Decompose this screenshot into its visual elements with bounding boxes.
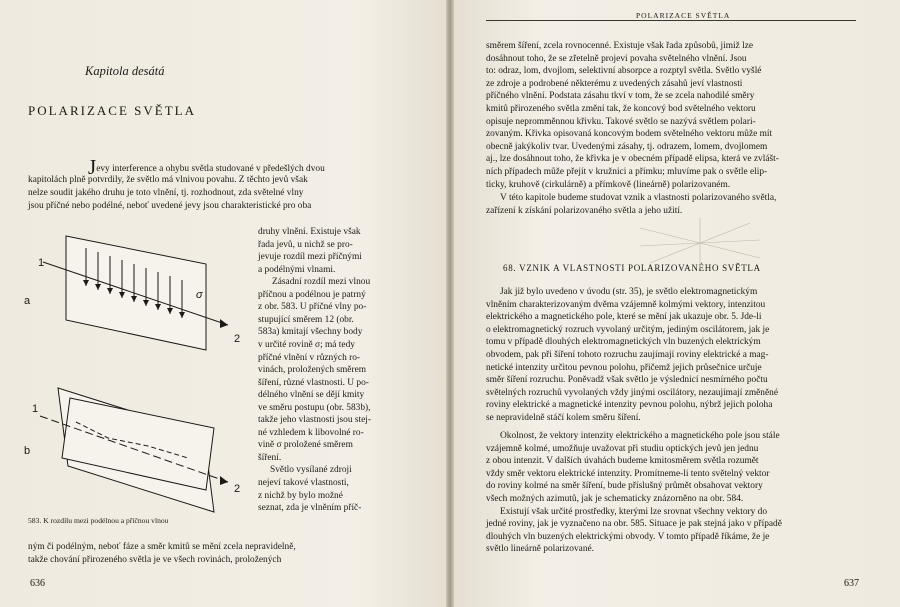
text-line: opisuje nepromměnnou křivku. Takové světlo se nazývá světlem polari- [486, 116, 756, 127]
text-line: příčné vlnění v různých ro- [258, 352, 361, 363]
text-line: Světlo vysílané zdroji [270, 465, 352, 476]
text-line: délného vlnění se dějí kmity [258, 390, 365, 401]
text-line: dlouhých vln buzených elektrickými obvody. V tomto případě říkáme, že je [486, 531, 770, 542]
para1-line: nelze soudit jakého druhu je toto vlnění, tj. rozhodnout, zda světelné vlny [28, 188, 304, 198]
text-line: roviny elektrické a magnetické intenzity pevnou polohu, nýbrž jejich poloha [486, 400, 773, 411]
text-line: světlo lineárně polarizované. [486, 544, 595, 555]
text-line: z obou intenzit. V dalších úvahách budeme kmitosměrem světla rozumět [486, 456, 759, 467]
para1-line: Jevy interference a ohybu světla studované v předešlých dvou [88, 155, 325, 179]
text-line: zařízení k získání polarizovaného světla a jeho užití. [486, 205, 683, 216]
closing-line: ným či podélným, neboť fáze a směr kmitů se mění zcela nepravidelně, [28, 542, 296, 552]
text-line: vždy směr vektoru elektrické intenzity. Promítneme-li tento světelný vektor [486, 468, 770, 479]
text-line: směrem šíření, zcela rovnocenné. Existuje však řada způsobů, jimiž lze [486, 41, 754, 51]
text-line: šíření. [258, 452, 282, 463]
text-line: aj., lze dosáhnout toho, že křivka je v obecném případě elipsa, která ve zvlášt- [486, 154, 779, 165]
text-line: příčnou a podélnou je patrný [258, 289, 366, 300]
figure-a-transverse [24, 236, 240, 350]
page-number-left: 636 [30, 578, 45, 589]
text-line: obecně jakýkoliv tvar. Uvedenými zásahy, tj. odrazem, lomem, dvojlomem [486, 141, 768, 152]
figure-b-longitudinal [24, 388, 240, 512]
text-line: se nepravidelně stáčí kolem směru šíření. [486, 413, 641, 423]
text-line: ních případech může přejít v kružnici a přímku; mluvíme pak o světle elip- [486, 167, 768, 177]
text-line: o elektromagnetický rozruch vyvolaný určitým, jediným oscilátorem, jak je [486, 324, 770, 335]
text-line: elektrického a magnetického pole, které se mění jak ukazuje obr. 5. Jde-li [486, 312, 762, 323]
text-line: nejeví takové vlastnosti, [258, 478, 349, 488]
text-line: takže jeho vlastnosti jsou stej- [258, 415, 371, 426]
text-line: řada jevů, u nichž se pro- [258, 239, 353, 250]
text-line: V této kapitole budeme studovat vznik a vlastnosti polarizovaného světla, [500, 193, 777, 203]
label-b: b [24, 445, 31, 457]
label-2-b: 2 [234, 483, 241, 495]
dropcap: J [88, 155, 97, 179]
text-line: z nichž by bylo možné [258, 490, 343, 501]
text-line: a podélnými vlnami. [258, 264, 336, 275]
label-2-a: 2 [234, 333, 241, 345]
chapter-title: POLARIZACE SVĚTLA [28, 103, 196, 118]
book-gutter [446, 0, 454, 607]
text-line: to: odraz, lom, dvojlom, selektivní absorpce a rozptyl světla. Světlo vyšlé [486, 66, 762, 77]
text-line: stupující směrem 12 (obr. [258, 314, 354, 325]
text-line: vlněním charakterizovaným dvěma vzájemně kolmými vektory, intenzitou [486, 299, 766, 310]
label-1-a: 1 [38, 257, 45, 269]
right-page [450, 0, 900, 607]
text-line: né vzhledem k libovolné ro- [258, 427, 364, 438]
text-line: zovaným. Křivka opisovaná koncovým bodem světelného vektoru může mít [486, 129, 773, 140]
running-head: POLARIZACE SVĚTLA [636, 11, 731, 20]
closing-line: takže chování přirozeného světla je ve všech rovinách, proložených [28, 555, 282, 565]
text-line: vině σ proložené směrem [258, 440, 353, 451]
text-line: šíření, různé vlastnosti. U po- [258, 377, 369, 388]
text-line: druhy vlnění. Existuje však [258, 227, 361, 237]
show-through-starburst [640, 218, 760, 268]
text-line: vzájemně kolmé, umožňuje uvažovat při studiu optických jevů jen jednu [486, 443, 759, 454]
text-line: netické intenzity určitou pevnou polohu, přičemž jejich průsečnice určuje [486, 362, 762, 373]
label-a: a [24, 295, 31, 307]
para1-line: kapitolách plně potvrdily, že světlo má vlnivou povahu. Z těchto jevů však [28, 175, 308, 185]
text-line: všech možných azimutů, jak je schematicky znázorněno na obr. 584. [486, 494, 744, 504]
text-line: dosáhnout toho, že se zřetelně projeví povaha světelného vlnění. Jsou [486, 53, 747, 64]
text-line: v určité rovině σ; má tedy [258, 339, 355, 350]
label-sigma: σ [196, 289, 203, 301]
text-line: Existují však určité prostředky, kterými lze srovnat všechny vektory do [500, 506, 768, 517]
text-line: ve směru postupu (obr. 583b), [258, 402, 371, 413]
label-1-b: 1 [32, 403, 39, 415]
text-line: Okolnost, že vektory intenzity elektrického a magnetického pole jsou stále [500, 431, 780, 441]
text-line: ze zdroje a podrobené některému z uvedených zásahů jeví vlastnosti [486, 78, 743, 89]
para1-line: jsou příčné nebo podélné, neboť uvedené jevy jsou charakteristické pro oba [28, 201, 312, 211]
text-line: do roviny kolmé na směr šíření, bude příslušný průmět obsahovat vektory [486, 481, 763, 492]
page-number-right: 637 [844, 578, 859, 589]
figure-caption: 583. K rozdílu mezi podélnou a příčnou vlnou [28, 516, 169, 525]
text-line: kmitů přirozeného světla změní tak, že koncový bod světelného vektoru [486, 104, 756, 114]
text-line: z obr. 583. U příčné vlny po- [258, 302, 367, 313]
header-rule [486, 20, 856, 21]
text-line: Jak již bylo uvedeno v úvodu (str. 35), je světlo elektromagnetickým [500, 287, 758, 297]
text-line: jedné roviny, jak je vyznačeno na obr. 585. Situace je pak stejná jako v případě [486, 519, 782, 530]
text-line: světelných rozruchů vyvolaných vždy jinými oscilátory, nezaujímají změněné [486, 387, 779, 398]
text-line: směr šíření rozruchu. Poněvadž však světlo je výslednicí nesmírného počtu [486, 375, 768, 386]
text-line: ticky, kruhově (cirkulárně) a přímkově (lineárně) polarizovaném. [486, 179, 731, 190]
text-line: jevuje rozdíl mezi příčnými [258, 252, 362, 263]
text-line: tomu v případě dlouhých elektromagnetických vln buzených elektrickým [486, 337, 761, 348]
text-line: příčného vlnění. Podstata zásahu tkví v tom, že se zcela nahodilé směry [486, 91, 755, 102]
text-line: vinách, proložených směrem [258, 365, 367, 376]
chapter-heading: Kapitola desátá [85, 64, 165, 78]
section-title: 68. VZNIK A VLASTNOSTI POLARIZOVANÉHO SVĚTLA [503, 263, 761, 273]
text-line: obvodem, pak při šíření tohoto rozruchu zaujímají roviny elektrické a mag- [486, 350, 769, 360]
text-line: Zásadní rozdíl mezi vlnou [272, 277, 371, 288]
text-line: 583a) kmitají všechny body [258, 327, 363, 338]
figure-583 [24, 222, 258, 512]
text-line: seznat, zda je vlněním příč- [258, 503, 362, 514]
